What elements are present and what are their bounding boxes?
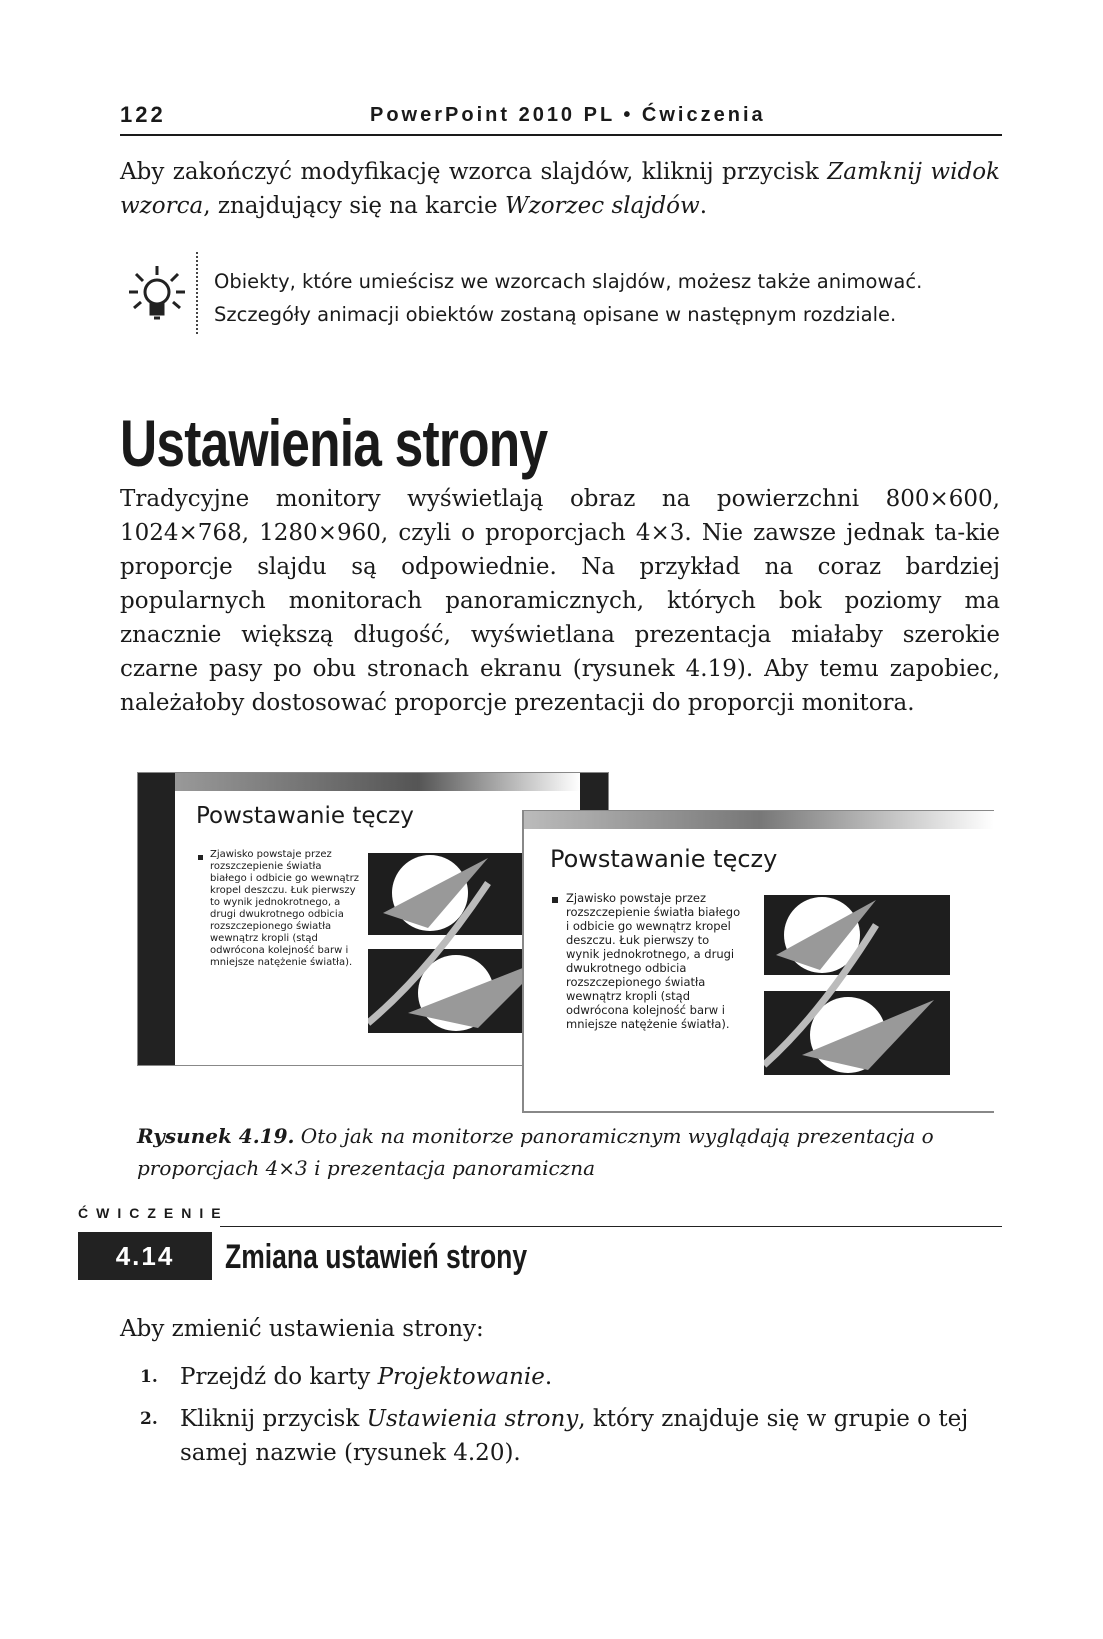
- running-header: [120, 98, 1002, 136]
- intro-em-1: Zamknij widok wzorca: [120, 159, 1000, 219]
- intro-em-2: Wzorzec slajdów: [504, 193, 700, 219]
- slide-top-strip-wide: [524, 811, 994, 829]
- exercise-number: 4.14: [78, 1232, 212, 1280]
- step-emphasis: Projektowanie: [377, 1364, 545, 1390]
- lightbulb-icon: [128, 264, 186, 322]
- book-title: PowerPoint 2010 PL • Ćwiczenia: [370, 104, 766, 126]
- tip-line-1: Obiekty, które umieścisz we wzorcach slajdów, możesz także animować.: [214, 270, 923, 293]
- slide-widescreen: [522, 810, 994, 1113]
- steps-list: [120, 1360, 1000, 1478]
- caption-label: Rysunek 4.19.: [137, 1124, 295, 1148]
- slide-body-text: Zjawisko powstaje przez rozszczepienie światła białego i odbicie go wewnątrz kropel deszczu. Łuk pierwszy to wynik jednokrotnego, a drugi dwukrotnego odbicia rozszczepionego światła wewnątrz kropli (stąd odwrócona kolejność barw i mniejsze natężenie światła).: [210, 849, 359, 968]
- intro-text-2: , znajdujący się na karcie: [203, 193, 505, 219]
- step-text: Przejdź do karty: [180, 1364, 378, 1390]
- step-number: 2.: [140, 1409, 158, 1429]
- tip-divider: [196, 252, 198, 334]
- slide-title: Powstawanie tęczy: [196, 803, 414, 829]
- slide-bullet-wide: [552, 897, 558, 903]
- slide-bullet: [198, 855, 203, 860]
- rainbow-illustration-wide: [764, 895, 950, 1075]
- slide-title-wide: Powstawanie tęczy: [550, 845, 778, 873]
- exercise-title: Zmiana ustawień strony: [225, 1238, 528, 1276]
- tip-line-2: Szczegóły animacji obiektów zostaną opisane w następnym rozdziale.: [214, 303, 897, 326]
- body-paragraph: Tradycyjne monitory wyświetlają obraz na powierzchni 800×600, 1024×768, 1280×960, czyli o proporcjach 4×3. Nie zawsze jednak ta-kie proporcje slajdu są odpowiednie. Na przykład na coraz bardziej popularnych monitorach panoramicznych, których bok poziomy ma znacznie większą długość, wyświetlana prezentacja miałaby szerokie czarne pasy po obu stronach ekranu (rysunek 4.19). Aby temu zapobiec, należałoby dostosować proporcje prezentacji do proporcji monitora.: [120, 486, 1000, 716]
- intro-text-1: Aby zakończyć modyfikację wzorca slajdów, kliknij przycisk: [120, 159, 828, 185]
- figure-caption: [137, 1120, 997, 1184]
- exercise-label: ĆWICZENIE: [78, 1205, 229, 1221]
- figure-4-19: [137, 772, 991, 1110]
- slide-top-strip: [175, 773, 580, 791]
- caption-text: Oto jak na monitorze panoramicznym wyglądają prezentacja o proporcjach 4×3 i prezentacja panoramiczna: [137, 1124, 934, 1180]
- step-emphasis: Ustawienia strony: [366, 1406, 579, 1432]
- tip-box: [128, 252, 1008, 334]
- list-item: [120, 1360, 1000, 1394]
- step-text-end: .: [544, 1364, 553, 1390]
- step-number: 1.: [140, 1367, 158, 1387]
- intro-text-3: .: [699, 193, 708, 219]
- black-bar-left: [138, 773, 175, 1065]
- page-number: 122: [120, 102, 166, 127]
- section-heading: Ustawienia strony: [120, 406, 548, 480]
- list-item: [120, 1402, 1000, 1470]
- tip-text: [214, 265, 1014, 331]
- exercise-intro: Aby zmienić ustawienia strony:: [120, 1316, 484, 1342]
- intro-paragraph: [120, 155, 1000, 223]
- slide-body-text-wide: Zjawisko powstaje przez rozszczepienie światła białego i odbicie go wewnątrz kropel deszczu. Łuk pierwszy to wynik jednokrotnego, a drugi dwukrotnego odbicia rozszczepionego światła wewnątrz kropli (stąd odwrócona kolejność barw i mniejsze natężenie światła).: [566, 891, 741, 1031]
- step-text-end: , który znajduje się w grupie o tej samej nazwie (rysunek 4.20).: [180, 1406, 969, 1466]
- exercise-rule: [220, 1226, 1002, 1227]
- step-text: Kliknij przycisk: [180, 1406, 367, 1432]
